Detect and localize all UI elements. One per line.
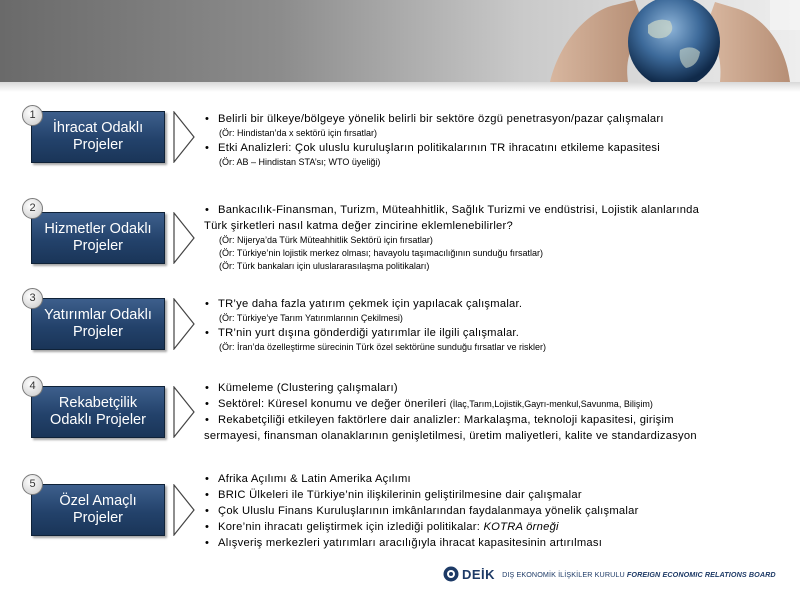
example-note: (Ör: Türkiye’nin lojistik merkez olması; havayolu taşımacılığının sunduğu fırsatlar) (219, 248, 543, 258)
section-title: Yatırımlar Odaklı Projeler (44, 307, 152, 340)
header-divider (0, 82, 800, 92)
chevron-right-icon (173, 111, 195, 163)
chevron-right-icon (173, 298, 195, 350)
section-title-box (31, 484, 165, 536)
bullet-item: • Sektörel: Küresel konumu ve değer önerileri (İlaç,Tarım,Lojistik,Gayrı-menkul,Savunma, Bilişim) (205, 398, 653, 410)
example-note: (Ör: Nijerya’da Türk Müteahhitlik Sektörü için fırsatlar) (219, 235, 433, 245)
globe-hands-image (530, 0, 800, 82)
bullet-item: • Etki Analizleri: Çok uluslu kuruluşların politikalarının TR ihracatını etkileme kapasitesi (205, 142, 661, 154)
bullet-item: • Bankacılık-Finansman, Turizm, Müteahhitlik, Sağlık Turizmi ve endüstrisi, Lojistik alanlarında (205, 204, 700, 216)
section-number-badge: 4 (22, 376, 43, 397)
bullet-item: • Afrika Açılımı & Latin Amerika Açılımı (205, 473, 411, 485)
bullet-item: • Kore’nin ihracatı geliştirmek için izlediği politikalar: KOTRA örneği (205, 521, 559, 533)
bullet-item: • Kümeleme (Clustering çalışmaları) (205, 382, 398, 394)
section-title: Özel Amaçlı Projeler (59, 493, 137, 526)
footer-logo-text: DEİK (462, 566, 496, 582)
section-title: Rekabetçilik Odaklı Projeler (50, 395, 146, 428)
section-content (204, 296, 794, 354)
example-note: (Ör: İran’da özelleştirme sürecinin Türk özel sektörüne sunduğu fırsatlar ve riskler) (219, 342, 546, 352)
section-number-badge: 5 (22, 474, 43, 495)
chevron-right-icon (173, 484, 195, 536)
footer-tagline: DIŞ EKONOMİK İLİŞKİLER KURULU FOREIGN ECONOMIC RELATIONS BOARD (502, 569, 776, 579)
header-banner (0, 0, 800, 82)
example-note: (Ör: Türkiye’ye Tarım Yatırımlarının Çekilmesi) (219, 313, 403, 323)
section-number-badge: 3 (22, 288, 43, 309)
bullet-continuation: Türk şirketleri nasıl katma değer zincirine eklemlenebilirler? (204, 220, 513, 232)
footer-branding (443, 565, 776, 583)
bullet-continuation: sermayesi, finansman olanaklarının genişletilmesi, üretim maliyetleri, kalite ve standardizasyon (204, 430, 697, 442)
section-title-box (31, 212, 165, 264)
bullet-item: • TR’ye daha fazla yatırım çekmek için yapılacak çalışmalar. (205, 298, 523, 310)
chevron-right-icon (173, 212, 195, 264)
bullet-item: • Alışveriş merkezleri yatırımları aracılığıyla ihracat kapasitesinin artırılması (205, 537, 603, 549)
bullet-item: • Rekabetçiliği etkileyen faktörlere dair analizler: Markalaşma, teknoloji kapasitesi, girişim (205, 414, 674, 426)
section-number-badge: 1 (22, 105, 43, 126)
section-content (204, 380, 794, 444)
example-note: (Ör: AB – Hindistan STA’sı; WTO üyeliği) (219, 157, 381, 167)
bullet-item: • Çok Uluslu Finans Kuruluşlarının imkânlarından faydalanmaya yönelik çalışmalar (205, 505, 639, 517)
bullet-item: • BRIC Ülkeleri ile Türkiye’nin ilişkilerinin geliştirilmesine dair çalışmalar (205, 489, 582, 501)
bullet-item: • Belirli bir ülkeye/bölgeye yönelik belirli bir sektöre özgü penetrasyon/pazar çalışmaları (205, 113, 664, 125)
bullet-item: • TR’nin yurt dışına gönderdiği yatırımlar ile ilgili çalışmalar. (205, 327, 520, 339)
section-content (204, 471, 794, 551)
section-title-box (31, 111, 165, 163)
example-note: (Ör: Türk bankaları için uluslararasılaşma politikaları) (219, 261, 430, 271)
section-content (204, 202, 794, 273)
section-content (204, 111, 794, 169)
chevron-right-icon (173, 386, 195, 438)
section-title: İhracat Odaklı Projeler (52, 120, 144, 153)
example-note: (Ör: Hindistan’da x sektörü için fırsatlar) (219, 128, 378, 138)
section-title-box (31, 298, 165, 350)
section-title-box (31, 386, 165, 438)
section-title: Hizmetler Odaklı Projeler (44, 221, 152, 254)
section-number-badge: 2 (22, 198, 43, 219)
deik-logo-icon (443, 566, 459, 582)
